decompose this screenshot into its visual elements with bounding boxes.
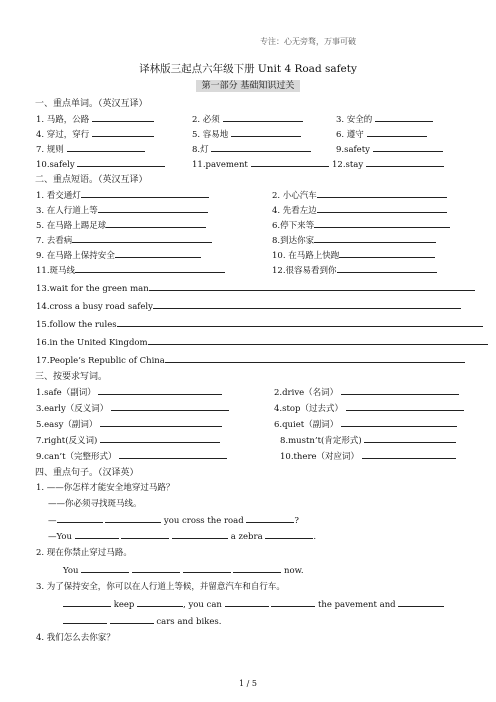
sentence-fragment: —You <box>48 532 72 542</box>
answer-blank[interactable] <box>81 563 129 573</box>
answer-blank[interactable] <box>137 597 183 607</box>
word-prompt: 11.pavement <box>192 160 248 170</box>
sentence-fragment: a zebra <box>230 532 263 542</box>
phrase-prompt: 2. 小心汽车 <box>272 191 317 201</box>
part-heading <box>0 78 496 91</box>
answer-blank[interactable] <box>364 433 456 443</box>
answer-blank[interactable] <box>105 513 161 523</box>
answer-blank[interactable] <box>362 449 456 459</box>
word-row <box>36 142 466 156</box>
phrase-long-row <box>36 335 466 349</box>
word-prompt: 7. 规则 <box>36 145 64 155</box>
sentence-fragment: , you can <box>183 600 222 610</box>
word-form-prompt: 1.safe（副词） <box>36 388 96 398</box>
answer-blank[interactable] <box>92 112 154 122</box>
answer-blank[interactable] <box>314 218 450 228</box>
answer-blank[interactable] <box>231 127 301 137</box>
phrase-prompt: 6.停下来等 <box>272 221 315 231</box>
word-form-prompt: 6.quiet（副词） <box>274 420 339 430</box>
phrase-row <box>36 218 466 232</box>
phrase-prompt: 11.斑马线 <box>36 266 76 276</box>
phrase-row <box>36 248 466 262</box>
answer-blank[interactable] <box>77 157 165 167</box>
phrase-prompt: 10. 在马路上快跑 <box>272 251 340 261</box>
answer-blank[interactable] <box>339 248 435 258</box>
answer-blank[interactable] <box>246 513 294 523</box>
answer-blank[interactable] <box>375 112 433 122</box>
answer-blank[interactable] <box>67 142 145 152</box>
answer-blank[interactable] <box>63 597 111 607</box>
phrase-prompt: 15.follow the rules <box>36 320 117 330</box>
answer-blank[interactable] <box>367 127 427 137</box>
sentence-fragment: You <box>63 566 79 576</box>
answer-blank[interactable] <box>148 335 488 345</box>
answer-blank[interactable] <box>317 188 447 198</box>
answer-blank[interactable] <box>183 563 231 573</box>
sentence-prompt: 1. ——你怎样才能安全地穿过马路？ <box>36 483 175 493</box>
answer-blank[interactable] <box>111 401 229 411</box>
answer-blank[interactable] <box>117 317 483 327</box>
phrase-row <box>36 188 466 202</box>
answer-blank[interactable] <box>314 233 436 243</box>
word-prompt: 6. 遵守 <box>336 130 364 140</box>
phrase-row <box>36 233 466 247</box>
phrase-prompt: 3. 在人行道上等 <box>36 206 98 216</box>
answer-blank[interactable] <box>63 614 107 624</box>
sentence-answer-line <box>63 614 221 627</box>
word-form-row <box>36 417 466 431</box>
word-form-prompt: 9.can’t（完整形式） <box>36 452 117 462</box>
answer-blank[interactable] <box>225 597 269 607</box>
sentence-fragment: ? <box>294 516 299 526</box>
phrase-prompt: 1. 看交通灯 <box>36 191 81 201</box>
word-prompt: 8.灯 <box>192 145 209 155</box>
sentence-fragment: cars and bikes. <box>156 617 222 627</box>
sentence-answer-line <box>63 597 444 610</box>
sentence-prompt: 4. 我们怎么去你家？ <box>36 633 115 643</box>
answer-blank[interactable] <box>100 417 222 427</box>
phrase-long-row <box>36 353 466 367</box>
word-prompt: 2. 必须 <box>192 115 220 125</box>
phrase-long-row <box>36 299 466 313</box>
answer-blank[interactable] <box>398 597 444 607</box>
phrase-prompt: 13.wait for the green man <box>36 284 149 294</box>
word-form-prompt: 10.there（对应词） <box>280 452 360 462</box>
sentence-fragment: now. <box>283 566 304 576</box>
section3-heading: 三、按要求写词。 <box>35 372 108 382</box>
answer-blank[interactable] <box>106 218 206 228</box>
word-row <box>36 157 466 171</box>
answer-blank[interactable] <box>373 142 443 152</box>
sentence-fragment: you cross the road <box>163 516 244 526</box>
word-form-row <box>36 433 466 447</box>
answer-blank[interactable] <box>251 157 329 167</box>
phrase-row <box>36 203 466 217</box>
word-row <box>36 127 466 141</box>
answer-blank[interactable] <box>92 127 154 137</box>
answer-blank[interactable] <box>132 563 180 573</box>
answer-blank[interactable] <box>115 248 201 258</box>
sentence-answer-line <box>63 563 304 576</box>
answer-blank[interactable] <box>223 112 303 122</box>
sentence-answer-line <box>48 529 316 542</box>
word-form-row <box>36 385 466 399</box>
answer-blank[interactable] <box>75 263 225 273</box>
phrase-prompt: 5. 在马路上踢足球 <box>36 221 107 231</box>
word-form-prompt: 3.early（反义词） <box>36 404 109 414</box>
phrase-prompt: 17.People’s Republic of China <box>36 356 165 366</box>
answer-blank[interactable] <box>57 513 103 523</box>
answer-blank[interactable] <box>165 353 465 363</box>
word-prompt: 10.safely <box>36 160 75 170</box>
section2-heading: 二、重点短语。（英汉互译） <box>35 175 148 185</box>
phrase-prompt: 12.很容易看到你 <box>272 266 337 276</box>
word-prompt: 4. 穿过，穿行 <box>36 130 90 140</box>
sentence-prompt: 2. 现在你禁止穿过马路。 <box>36 548 132 558</box>
page-number: 1 / 5 <box>239 679 257 688</box>
phrase-prompt: 14.cross a busy road safely <box>36 302 153 312</box>
word-prompt: 3. 安全的 <box>336 115 373 125</box>
phrase-long-row <box>36 317 466 331</box>
section4-heading: 四、重点句子。（汉译英） <box>35 468 139 478</box>
word-prompt: 9.safety <box>336 145 370 155</box>
answer-blank[interactable] <box>271 597 315 607</box>
sentence-answer-line <box>48 513 299 526</box>
word-prompt: 1. 马路，公路 <box>36 115 90 125</box>
word-row <box>36 112 466 126</box>
answer-blank[interactable] <box>153 299 461 309</box>
section1-heading: 一、重点单词。（英汉互译） <box>35 99 148 109</box>
sentence-fragment: the pavement and <box>317 600 396 610</box>
answer-blank[interactable] <box>337 263 437 273</box>
answer-blank[interactable] <box>265 529 313 539</box>
answer-blank[interactable] <box>98 385 222 395</box>
phrase-prompt: 9. 在马路上保持安全 <box>36 251 115 261</box>
answer-blank[interactable] <box>100 433 220 443</box>
answer-blank[interactable] <box>172 529 228 539</box>
answer-blank[interactable] <box>366 157 444 167</box>
answer-blank[interactable] <box>341 417 457 427</box>
sentence-prompt: ——你必须寻找斑马线。 <box>48 499 142 509</box>
answer-blank[interactable] <box>149 281 475 291</box>
page-title: 译林版三起点六年级下册 Unit 4 Road safety <box>139 63 357 75</box>
page-header: 专注：心无旁骛，万事可破 <box>260 37 356 46</box>
phrase-prompt: 8.到达你家 <box>272 236 315 246</box>
part-label: 第一部分 基础知识过关 <box>196 80 301 92</box>
answer-blank[interactable] <box>346 401 464 411</box>
answer-blank[interactable] <box>211 142 311 152</box>
answer-blank[interactable] <box>110 614 154 624</box>
answer-blank[interactable] <box>81 188 209 198</box>
answer-blank[interactable] <box>317 203 447 213</box>
answer-blank[interactable] <box>121 529 169 539</box>
phrase-prompt: 7. 去看病 <box>36 236 73 246</box>
word-prompt: 12.stay <box>332 160 364 170</box>
phrase-row <box>36 263 466 277</box>
answer-blank[interactable] <box>98 203 208 213</box>
phrase-long-row <box>36 281 466 295</box>
word-form-prompt: 7.right(反义词) <box>36 436 98 446</box>
word-form-prompt: 2.drive（名词） <box>274 388 339 398</box>
answer-blank[interactable] <box>72 233 212 243</box>
answer-blank[interactable] <box>233 563 281 573</box>
answer-blank[interactable] <box>75 529 119 539</box>
phrase-prompt: 16.in the United Kingdom <box>36 338 148 348</box>
sentence-fragment: . <box>313 532 317 542</box>
word-prompt: 5. 容易地 <box>192 130 229 140</box>
phrase-prompt: 4. 先看左边 <box>272 206 317 216</box>
word-form-row <box>36 401 466 415</box>
word-form-prompt: 4.stop（过去式） <box>274 404 343 414</box>
sentence-prompt: 3. 为了保持安全，你可以在人行道上等候，并留意汽车和自行车。 <box>36 582 285 592</box>
word-form-row <box>36 449 466 463</box>
answer-blank[interactable] <box>341 385 459 395</box>
word-form-prompt: 8.mustn’t(肯定形式) <box>280 436 362 446</box>
dash-label: — <box>48 516 57 526</box>
answer-blank[interactable] <box>119 449 227 459</box>
sentence-fragment: keep <box>113 600 135 610</box>
word-form-prompt: 5.easy（副词） <box>36 420 98 430</box>
